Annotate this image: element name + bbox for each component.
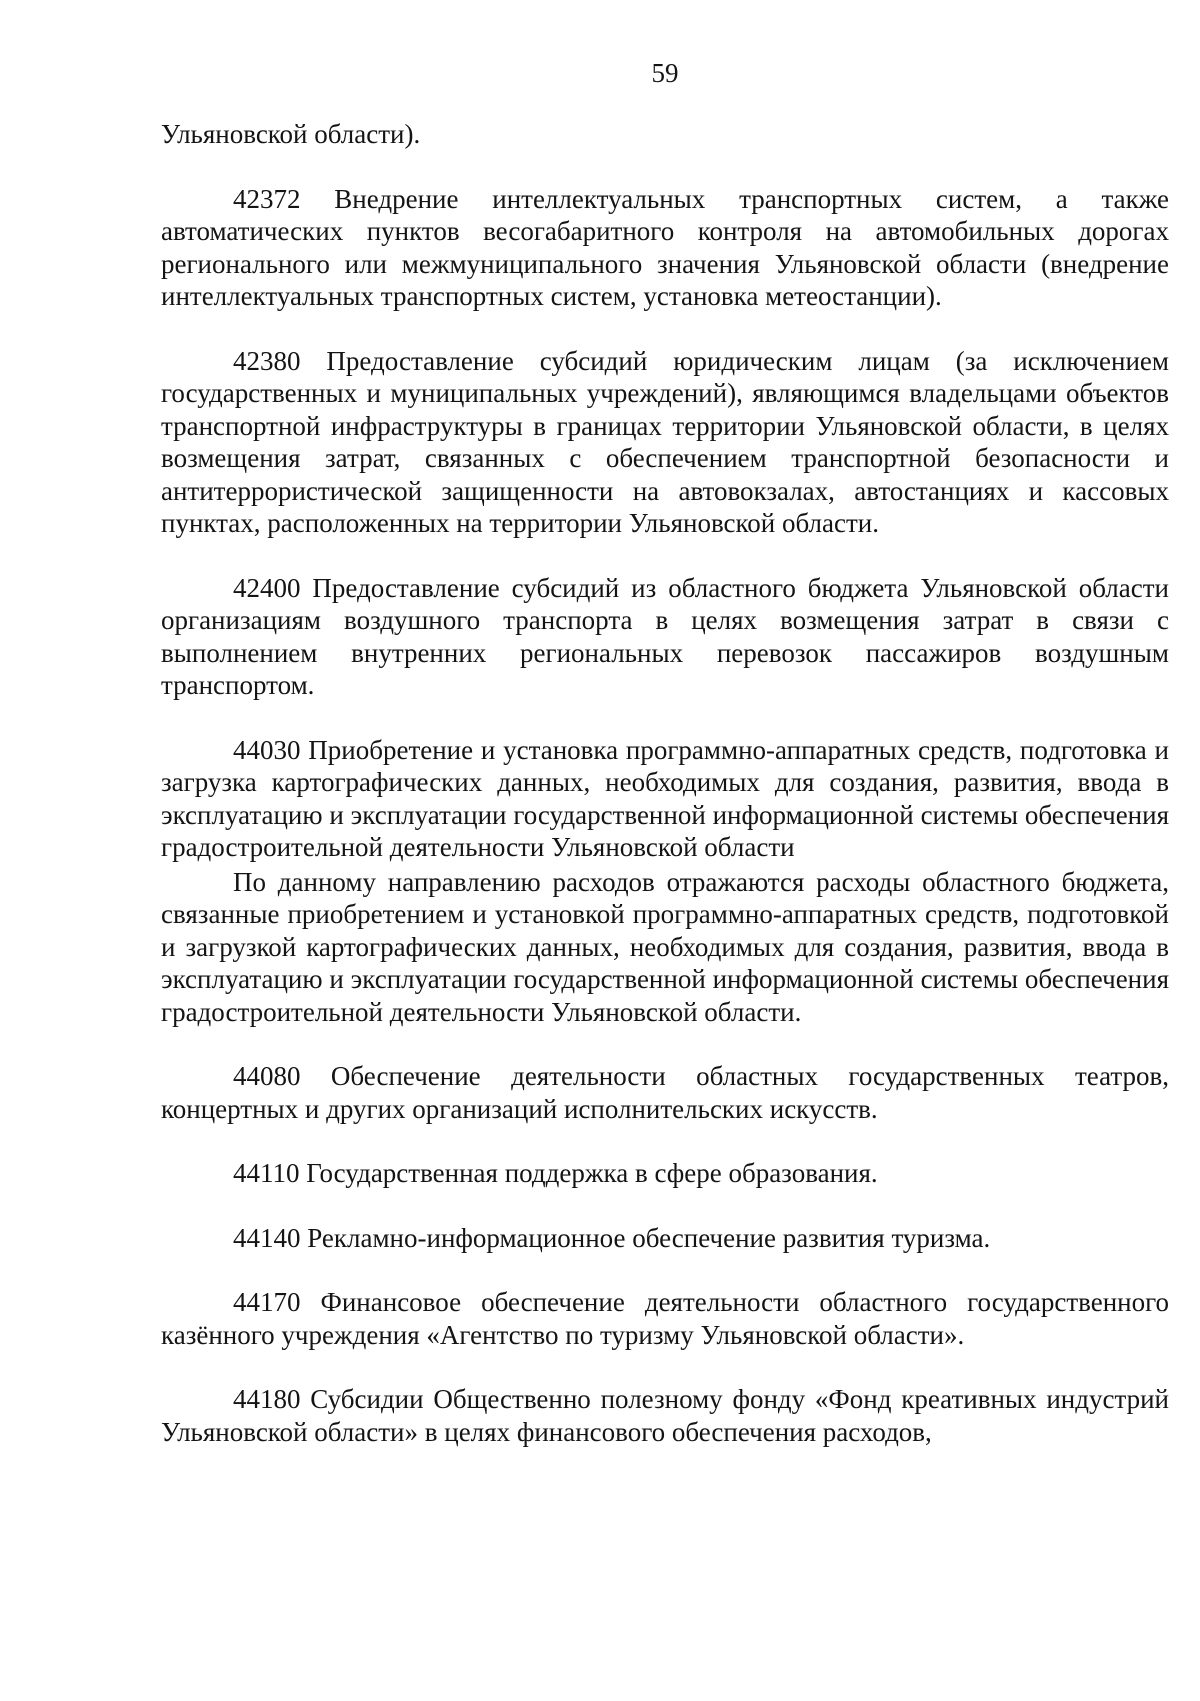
paragraph-44140: 44140 Рекламно-информационное обеспечение развития туризма.: [233, 1222, 991, 1253]
paragraph-42372: 42372 Внедрение интеллектуальных транспортных систем, а также автоматических пунктов весогабаритного контроля на автомобильных дорогах регионального или межмуниципального значения Ульяновской области (внедрение интеллектуальных транспортных систем, установка метеостанции).: [161, 183, 1169, 311]
paragraph-44030-description: По данному направлению расходов отражаются расходы областного бюджета, связанные приобретением и установкой программно-аппаратных средств, подготовкой и загрузкой картографических данных, необходимых для создания, развития, ввода в эксплуатацию и эксплуатации государственной информационной системы обеспечения градостроительной деятельности Ульяновской области.: [161, 866, 1169, 1027]
paragraph-continuation: Ульяновской области).: [161, 119, 421, 149]
paragraph-44170: 44170 Финансовое обеспечение деятельности областного государственного казённого учреждения «Агентство по туризму Ульяновской области».: [161, 1287, 1169, 1350]
paragraph-44180: 44180 Субсидии Общественно полезному фонду «Фонд креативных индустрий Ульяновской области» в целях финансового обеспечения расходов,: [161, 1384, 1169, 1447]
page-number: 59: [651, 58, 679, 88]
paragraph-44030: 44030 Приобретение и установка программно-аппаратных средств, подготовка и загрузка картографических данных, необходимых для создания, развития, ввода в эксплуатацию и эксплуатации государственной информационной системы обеспечения градостроительной деятельности Ульяновской области: [161, 734, 1169, 862]
document-body: [161, 118, 1169, 1448]
paragraph-42380: 42380 Предоставление субсидий юридическим лицам (за исключением государственных и муниципальных учреждений), являющимся владельцами объектов транспортной инфраструктуры в границах территории Ульяновской области, в целях возмещения затрат, связанных с обеспечением транспортной безопасности и антитеррористической защищенности на автовокзалах, автостанциях и кассовых пунктах, расположенных на территории Ульяновской области.: [161, 345, 1169, 538]
paragraph-44110: 44110 Государственная поддержка в сфере образования.: [233, 1158, 878, 1188]
paragraph-44080: 44080 Обеспечение деятельности областных государственных театров, концертных и других организаций исполнительских искусств.: [161, 1061, 1169, 1124]
paragraph-42400: 42400 Предоставление субсидий из областного бюджета Ульяновской области организациям воздушного транспорта в целях возмещения затрат в связи с выполнением внутренних региональных перевозок пассажиров воздушным транспортом.: [161, 572, 1169, 700]
